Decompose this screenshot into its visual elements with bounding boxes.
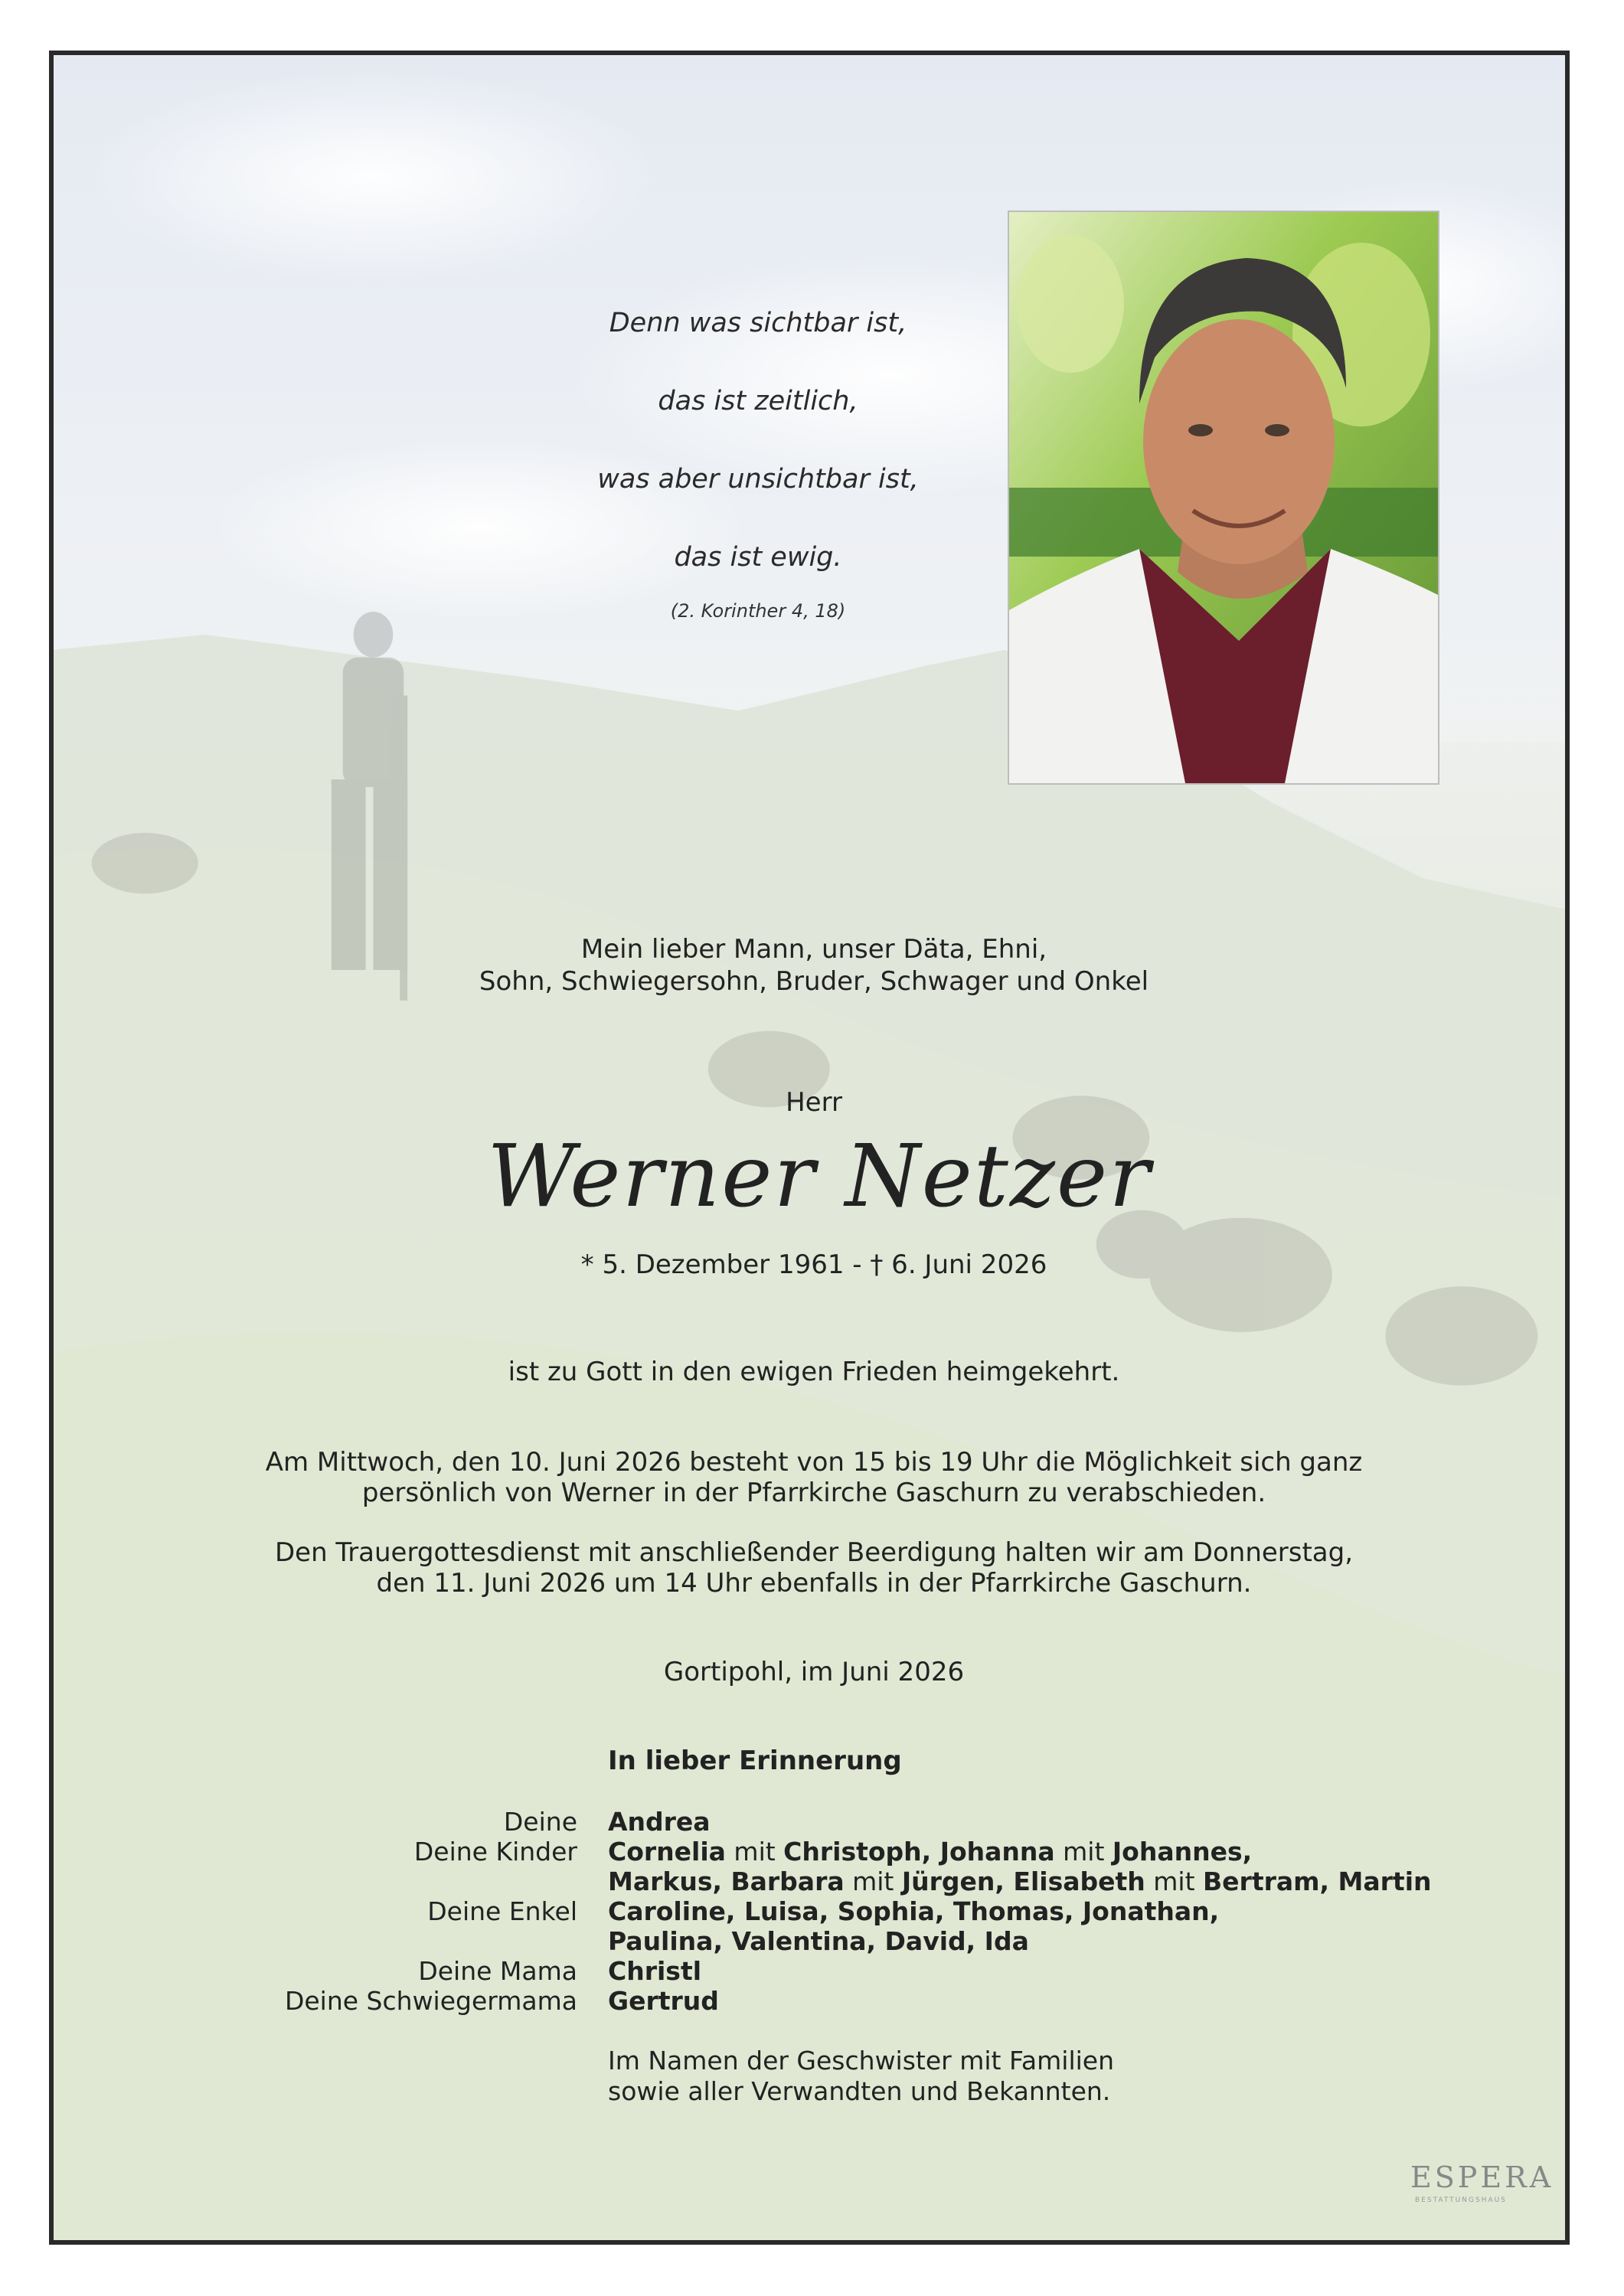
verse-line-1: Denn was sichtbar ist, [609,308,907,338]
label-grandchildren: Deine Enkel [427,1896,577,1926]
mother-in-law-name: Gertrud [608,1986,719,2016]
intro-line-1: Mein lieber Mann, unser Däta, Ehni, [580,934,1047,965]
child-name: Jürgen, Elisabeth [901,1867,1145,1896]
child-name: Johannes, [1112,1837,1253,1867]
verse-reference: (2. Korinther 4, 18) [670,600,846,622]
connector: mit [1054,1837,1113,1867]
child-name: Cornelia [608,1837,726,1867]
statement: ist zu Gott in den ewigen Frieden heimgekehrt. [508,1357,1120,1387]
connector: mit [844,1867,902,1896]
life-dates: * 5. Dezember 1961 - † 6. Juni 2026 [580,1249,1047,1280]
connector: mit [725,1837,784,1867]
label-mother: Deine Mama [418,1956,577,1986]
service-line-2: den 11. Juni 2026 um 14 Uhr ebenfalls in der Pfarrkirche Gaschurn. [376,1568,1252,1599]
wife-name: Andrea [608,1807,711,1837]
connector: mit [1145,1867,1204,1896]
grandchildren-line-2: Paulina, Valentina, David, Ida [608,1926,1029,1956]
verse-line-4: das ist ewig. [674,542,842,573]
service-line-1: Den Trauergottesdienst mit anschließender Beerdigung halten wir am Donnerstag, [274,1537,1354,1568]
label-wife: Deine [503,1807,577,1837]
verse-line-3: was aber unsichtbar ist, [597,464,919,495]
mourners-heading: In lieber Erinnerung [608,1746,902,1776]
closing-line-1: Im Namen der Geschwister mit Familien [608,2046,1114,2076]
child-name: Markus, Barbara [608,1867,845,1896]
label-mother-in-law: Deine Schwiegermama [284,1986,577,2016]
grandchildren-line-1: Caroline, Luisa, Sophia, Thomas, Jonathan, [608,1896,1220,1926]
viewing-line-1: Am Mittwoch, den 10. Juni 2026 besteht von 15 bis 19 Uhr die Möglichkeit sich ganz [265,1447,1363,1478]
place-date: Gortipohl, im Juni 2026 [663,1657,965,1687]
children-line-2 [608,1867,1450,1896]
intro-line-2: Sohn, Schwiegersohn, Bruder, Schwager und Onkel [479,966,1149,997]
child-name: Christoph, Johanna [783,1837,1055,1867]
children-line-1 [608,1837,1450,1867]
obituary-card [49,51,1570,2245]
deceased-name: Werner Netzer [487,1127,1152,1226]
child-name: Bertram, Martin [1203,1867,1432,1896]
viewing-line-2: persönlich von Werner in der Pfarrkirche Gaschurn zu verabschieden. [361,1478,1266,1508]
label-children: Deine Kinder [413,1837,577,1867]
portrait-photo [1008,211,1439,785]
mother-name: Christl [608,1956,702,1986]
verse-line-2: das ist zeitlich, [658,386,858,416]
closing-line-2: sowie aller Verwandten und Bekannten. [608,2076,1111,2106]
espera-logo-sub: BESTATTUNGSHAUS [1415,2196,1507,2204]
salutation: Herr [786,1087,842,1118]
espera-logo: ESPERA [1410,2160,1554,2194]
